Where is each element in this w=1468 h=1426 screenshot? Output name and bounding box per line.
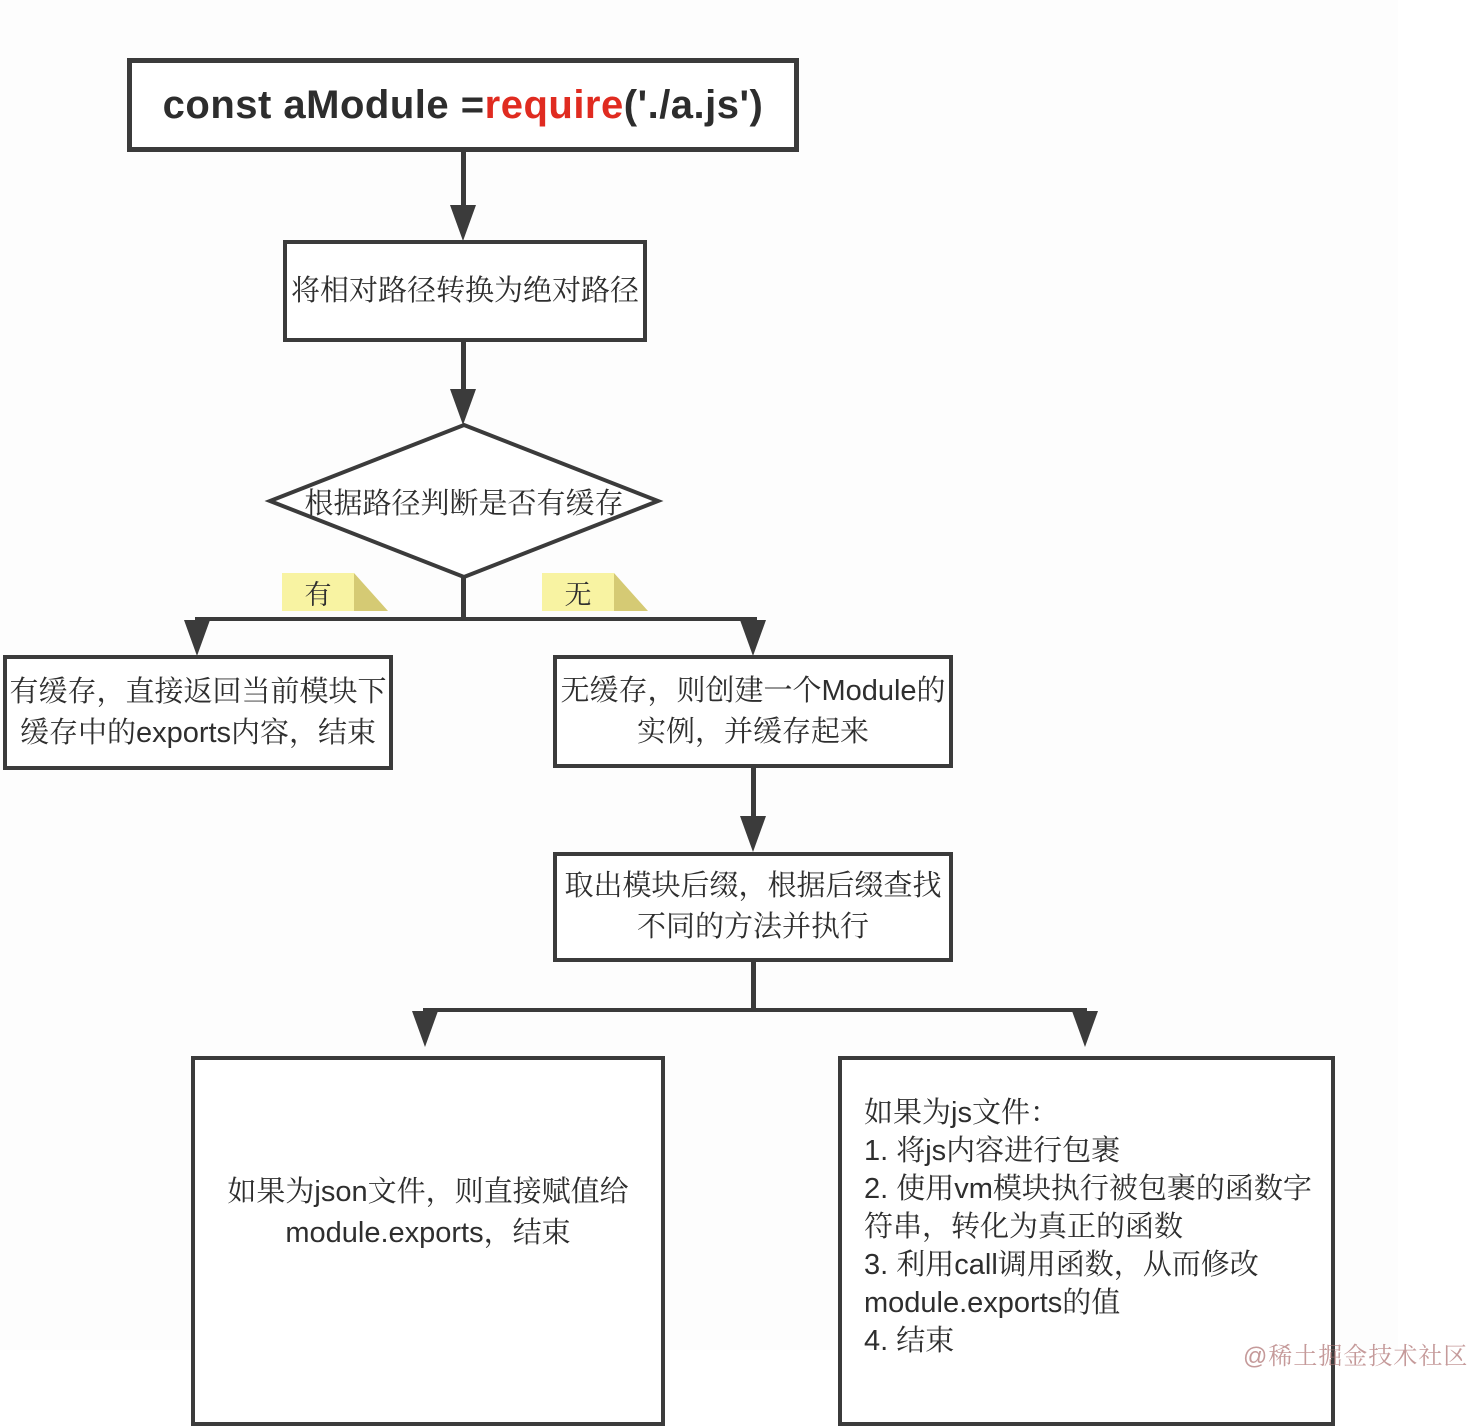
node-line: 如果为json文件，则直接赋值给: [227, 1176, 629, 1208]
connector-line: [423, 1008, 1087, 1012]
node-label: 将相对路径转换为绝对路径: [290, 274, 639, 307]
connector-line: [461, 151, 466, 209]
arrow-down-icon: [1072, 1011, 1098, 1047]
arrow-down-icon: [184, 620, 210, 656]
decision-label: 根据路径判断是否有缓存: [304, 487, 624, 520]
node-line: 有缓存，直接返回当前模块下: [9, 675, 387, 708]
node-line: 无缓存，则创建一个Module的: [560, 674, 946, 707]
arrow-down-icon: [450, 205, 476, 241]
node-line: 取出模块后缀，根据后缀查找: [564, 870, 942, 902]
connector-line: [195, 617, 757, 621]
branch-yes-text: 有: [282, 573, 354, 611]
node-line: 实例，并缓存起来: [636, 715, 869, 748]
arrow-down-icon: [450, 389, 476, 425]
node-to-absolute-path: [283, 240, 647, 342]
arrow-down-icon: [412, 1011, 438, 1047]
folded-corner-icon: [614, 573, 648, 611]
node-require-call: [127, 58, 799, 152]
node-line: 不同的方法并执行: [636, 911, 869, 943]
node-extension-lookup: [553, 852, 953, 962]
branch-label-yes: [282, 573, 388, 611]
node-line: module.exports，结束: [285, 1217, 571, 1249]
folded-corner-icon: [354, 573, 388, 611]
connector-line: [751, 962, 756, 1012]
js-file-step: 4. 结束: [864, 1325, 955, 1357]
js-file-step: 2. 使用vm模块执行被包裹的函数字符串，转化为真正的函数: [864, 1173, 1312, 1243]
code-suffix: ('./a.js'): [623, 82, 764, 127]
branch-no-text: 无: [542, 573, 614, 611]
node-text: [227, 1172, 628, 1254]
js-file-step: 3. 利用call调用函数，从而修改module.exports的值: [864, 1249, 1259, 1319]
connector-line: [461, 576, 466, 621]
connector-line: [751, 768, 756, 820]
node-cached-return: [3, 655, 393, 770]
code-prefix: const aModule =: [162, 82, 485, 127]
branch-label-no: [542, 573, 648, 611]
node-line: 缓存中的exports内容，结束: [19, 716, 377, 749]
node-create-module: [553, 655, 953, 768]
js-file-intro: 如果为js文件：: [864, 1097, 1059, 1129]
connector-line: [461, 341, 466, 393]
watermark: @稀土掘金技术社区: [1243, 1343, 1468, 1370]
node-json-file: [191, 1056, 665, 1426]
arrow-down-icon: [740, 816, 766, 852]
js-file-step: 1. 将js内容进行包裹: [864, 1135, 1121, 1167]
decision-cache: [267, 422, 661, 580]
arrow-down-icon: [740, 620, 766, 656]
code-keyword-require: require: [484, 82, 624, 127]
